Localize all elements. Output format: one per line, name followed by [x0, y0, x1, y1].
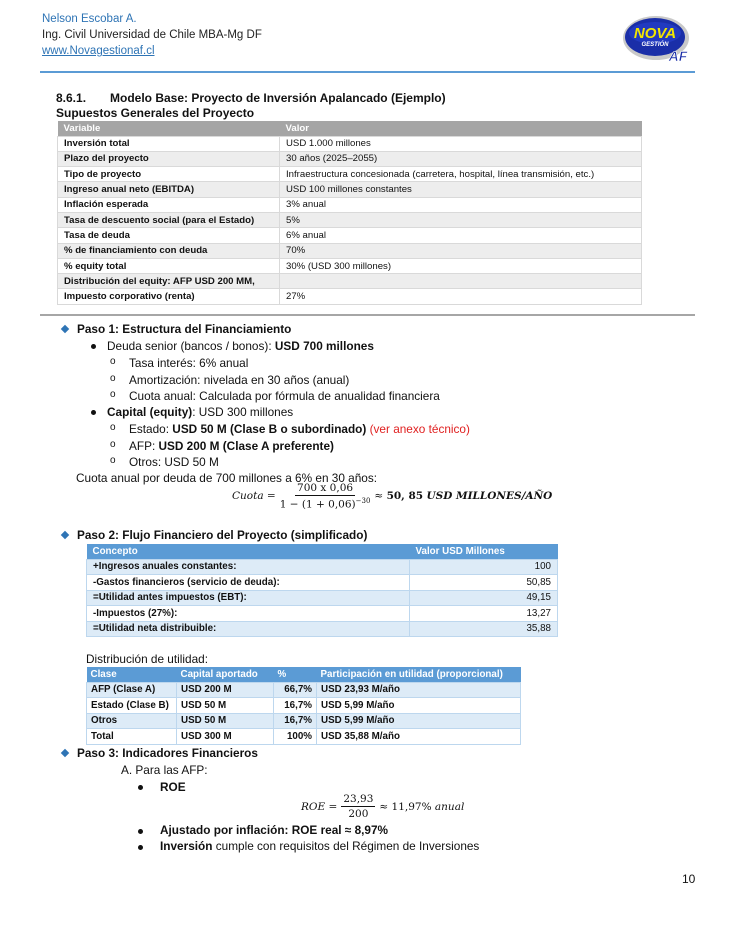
distribution-label: Distribución de utilidad: — [86, 652, 208, 666]
table-row — [87, 590, 558, 606]
step3-heading: Paso 3: Indicadores Financieros — [77, 746, 258, 760]
bullet-icon — [91, 410, 96, 415]
percent-cell: 16,7% — [274, 698, 317, 714]
equity-bold: USD 50 M (Clase B o subordinado) — [172, 422, 367, 436]
page-header — [42, 11, 262, 59]
formula-lhs: ROE = — [301, 800, 338, 813]
column-header: % — [274, 667, 317, 682]
variable-cell: Distribución del equity: AFP USD 200 MM, — [58, 274, 280, 289]
column-header: Clase — [87, 667, 177, 682]
table-row — [87, 575, 558, 591]
investment-item — [160, 839, 479, 853]
investment-rest: cumple con requisitos del Régimen de Inversiones — [212, 839, 480, 853]
table-row — [58, 258, 642, 273]
table-row — [87, 682, 521, 698]
capital-cell: USD 50 M — [177, 713, 274, 729]
concept-cell: +Ingresos anuales constantes: — [87, 559, 410, 575]
formula-fraction — [341, 793, 375, 820]
percent-cell: 100% — [274, 729, 317, 745]
circle-bullet-icon: o — [110, 356, 116, 367]
formula-unit: anual — [434, 800, 465, 813]
value-cell: 35,88 — [410, 621, 558, 637]
equity-detail-item — [129, 439, 334, 453]
value-cell: 100 — [410, 559, 558, 575]
circle-bullet-icon: o — [110, 439, 116, 450]
share-cell: USD 23,93 M/año — [317, 682, 521, 698]
step1-heading: Paso 1: Estructura del Financiamiento — [77, 322, 292, 336]
share-cell: USD 5,99 M/año — [317, 713, 521, 729]
class-cell: Estado (Clase B) — [87, 698, 177, 714]
equity-prefix: AFP: — [129, 439, 159, 453]
bullet-icon — [91, 344, 96, 349]
circle-bullet-icon: o — [110, 455, 116, 466]
debt-value: USD 700 millones — [274, 339, 374, 353]
formula-unit: USD MILLONES/AÑO — [426, 490, 553, 503]
section-heading — [56, 91, 446, 105]
equity-value: : USD 300 millones — [192, 405, 294, 419]
table-row — [58, 289, 642, 304]
section-number: 8.6.1. — [56, 91, 87, 105]
variable-cell: Impuesto corporativo (renta) — [58, 289, 280, 304]
value-cell: USD 100 millones constantes — [280, 182, 642, 197]
column-header: Variable — [58, 121, 280, 136]
variable-cell: Tasa de descuento social (para el Estado) — [58, 212, 280, 227]
denominator-base: 1 − (1 + 0,06) — [279, 498, 356, 511]
roe-real-item: Ajustado por inflación: ROE real ≈ 8,97% — [160, 823, 389, 837]
table-row — [87, 713, 521, 729]
table-row — [87, 559, 558, 575]
table-row — [58, 136, 642, 151]
investment-bold: Inversión — [160, 839, 213, 853]
formula-fraction — [280, 482, 371, 511]
formula-numerator: 23,93 — [343, 793, 374, 805]
column-header: Valor — [280, 121, 642, 136]
diamond-bullet-icon — [61, 531, 69, 539]
equity-label: Capital (equity) — [107, 405, 193, 419]
value-cell: 6% anual — [280, 228, 642, 243]
variable-cell: Tipo de proyecto — [58, 167, 280, 182]
table-row — [58, 151, 642, 166]
variable-cell: % de financiamiento con deuda — [58, 243, 280, 258]
class-cell: Total — [87, 729, 177, 745]
value-cell: 3% anual — [280, 197, 642, 212]
circle-bullet-icon: o — [110, 422, 116, 433]
concept-cell: -Impuestos (27%): — [87, 606, 410, 622]
formula-result: ≈ 11,97% — [379, 800, 432, 813]
value-cell — [280, 274, 642, 289]
svg-text:AF: AF — [668, 48, 688, 64]
variable-cell: % equity total — [58, 258, 280, 273]
equity-item — [107, 405, 293, 419]
table-row — [87, 698, 521, 714]
value-cell: 50,85 — [410, 575, 558, 591]
capital-cell: USD 50 M — [177, 698, 274, 714]
diamond-bullet-icon — [61, 325, 69, 333]
denominator-exponent: −30 — [355, 497, 371, 505]
column-header: Capital aportado — [177, 667, 274, 682]
svg-text:NOVA: NOVA — [633, 25, 677, 42]
table-row — [58, 167, 642, 182]
formula-result: 50, 85 — [386, 490, 424, 503]
concept-cell: =Utilidad antes impuestos (EBT): — [87, 590, 410, 606]
formula-denominator — [280, 496, 371, 511]
financial-flow-table — [86, 544, 558, 637]
circle-bullet-icon: o — [110, 373, 116, 384]
table-row — [58, 243, 642, 258]
equity-detail-item: Otros: USD 50 M — [129, 455, 219, 469]
approx-sign: ≈ — [374, 490, 384, 503]
value-cell: 49,15 — [410, 590, 558, 606]
diamond-bullet-icon — [61, 749, 69, 757]
debt-label: Deuda senior (bancos / bonos): — [107, 339, 275, 353]
percent-cell: 66,7% — [274, 682, 317, 698]
concept-cell: =Utilidad neta distribuible: — [87, 621, 410, 637]
author-credentials: Ing. Civil Universidad de Chile MBA-Mg DF — [42, 29, 262, 41]
nova-gestion-logo — [622, 14, 692, 66]
table-header-row — [87, 667, 521, 682]
column-header: Concepto — [87, 544, 410, 559]
formula-numerator: 700 x 0,06 — [297, 482, 354, 494]
variable-cell: Inflación esperada — [58, 197, 280, 212]
debt-detail-item: Tasa interés: 6% anual — [129, 356, 249, 370]
section-divider — [40, 314, 695, 316]
value-cell: 13,27 — [410, 606, 558, 622]
value-cell: 30 años (2025–2055) — [280, 151, 642, 166]
table-row — [87, 606, 558, 622]
formula-denominator: 200 — [348, 808, 369, 820]
variable-cell: Plazo del proyecto — [58, 151, 280, 166]
assumptions-table — [57, 121, 642, 305]
header-divider — [40, 71, 695, 73]
table-header-row — [87, 544, 558, 559]
bullet-icon — [138, 829, 143, 834]
table-row — [58, 197, 642, 212]
equity-prefix: Estado: — [129, 422, 173, 436]
class-cell: Otros — [87, 713, 177, 729]
bullet-icon — [138, 845, 143, 850]
circle-bullet-icon: o — [110, 389, 116, 400]
table-row — [87, 621, 558, 637]
afp-subsection: A. Para las AFP: — [121, 763, 208, 777]
technical-annex-link[interactable]: (ver anexo técnico) — [369, 422, 470, 436]
table-row — [58, 212, 642, 227]
website-link[interactable]: www.Novagestionaf.cl — [42, 45, 155, 57]
value-cell: USD 1.000 millones — [280, 136, 642, 151]
value-cell: 27% — [280, 289, 642, 304]
concept-cell: -Gastos financieros (servicio de deuda): — [87, 575, 410, 591]
svg-text:GESTIÓN: GESTIÓN — [641, 42, 669, 48]
debt-detail-item: Amortización: nivelada en 30 años (anual) — [129, 373, 350, 387]
variable-cell: Tasa de deuda — [58, 228, 280, 243]
column-header: Valor USD Millones — [410, 544, 558, 559]
capital-cell: USD 300 M — [177, 729, 274, 745]
section-title: Modelo Base: Proyecto de Inversión Apalancado (Ejemplo) — [110, 91, 446, 105]
table-header-row — [58, 121, 642, 136]
debt-detail-item: Cuota anual: Calculada por fórmula de anualidad financiera — [129, 389, 440, 403]
assumptions-heading: Supuestos Generales del Proyecto — [56, 106, 255, 120]
variable-cell: Ingreso anual neto (EBITDA) — [58, 182, 280, 197]
table-row — [87, 729, 521, 745]
quota-intro: Cuota anual por deuda de 700 millones a 6% en 30 años: — [76, 471, 378, 485]
equity-bold: USD 200 M (Clase A preferente) — [158, 439, 334, 453]
table-row — [58, 274, 642, 289]
bullet-icon — [138, 785, 143, 790]
formula-lhs: Cuota = — [232, 490, 276, 503]
column-header: Participación en utilidad (proporcional) — [317, 667, 521, 682]
capital-cell: USD 200 M — [177, 682, 274, 698]
percent-cell: 16,7% — [274, 713, 317, 729]
table-row — [58, 182, 642, 197]
equity-detail-item — [129, 422, 470, 436]
variable-cell: Inversión total — [58, 136, 280, 151]
author-name: Nelson Escobar A. — [42, 13, 137, 25]
roe-formula — [301, 793, 464, 820]
value-cell: 30% (USD 300 millones) — [280, 258, 642, 273]
step2-heading: Paso 2: Flujo Financiero del Proyecto (simplificado) — [77, 528, 368, 542]
table-row — [58, 228, 642, 243]
class-cell: AFP (Clase A) — [87, 682, 177, 698]
debt-senior-item — [107, 339, 374, 353]
value-cell: 70% — [280, 243, 642, 258]
share-cell: USD 5,99 M/año — [317, 698, 521, 714]
quota-formula — [232, 482, 552, 511]
value-cell: 5% — [280, 212, 642, 227]
roe-label: ROE — [160, 780, 186, 794]
page-number: 10 — [682, 872, 696, 886]
profit-distribution-table — [86, 667, 521, 745]
share-cell: USD 35,88 M/año — [317, 729, 521, 745]
value-cell: Infraestructura concesionada (carretera, hospital, línea transmisión, etc.) — [280, 167, 642, 182]
